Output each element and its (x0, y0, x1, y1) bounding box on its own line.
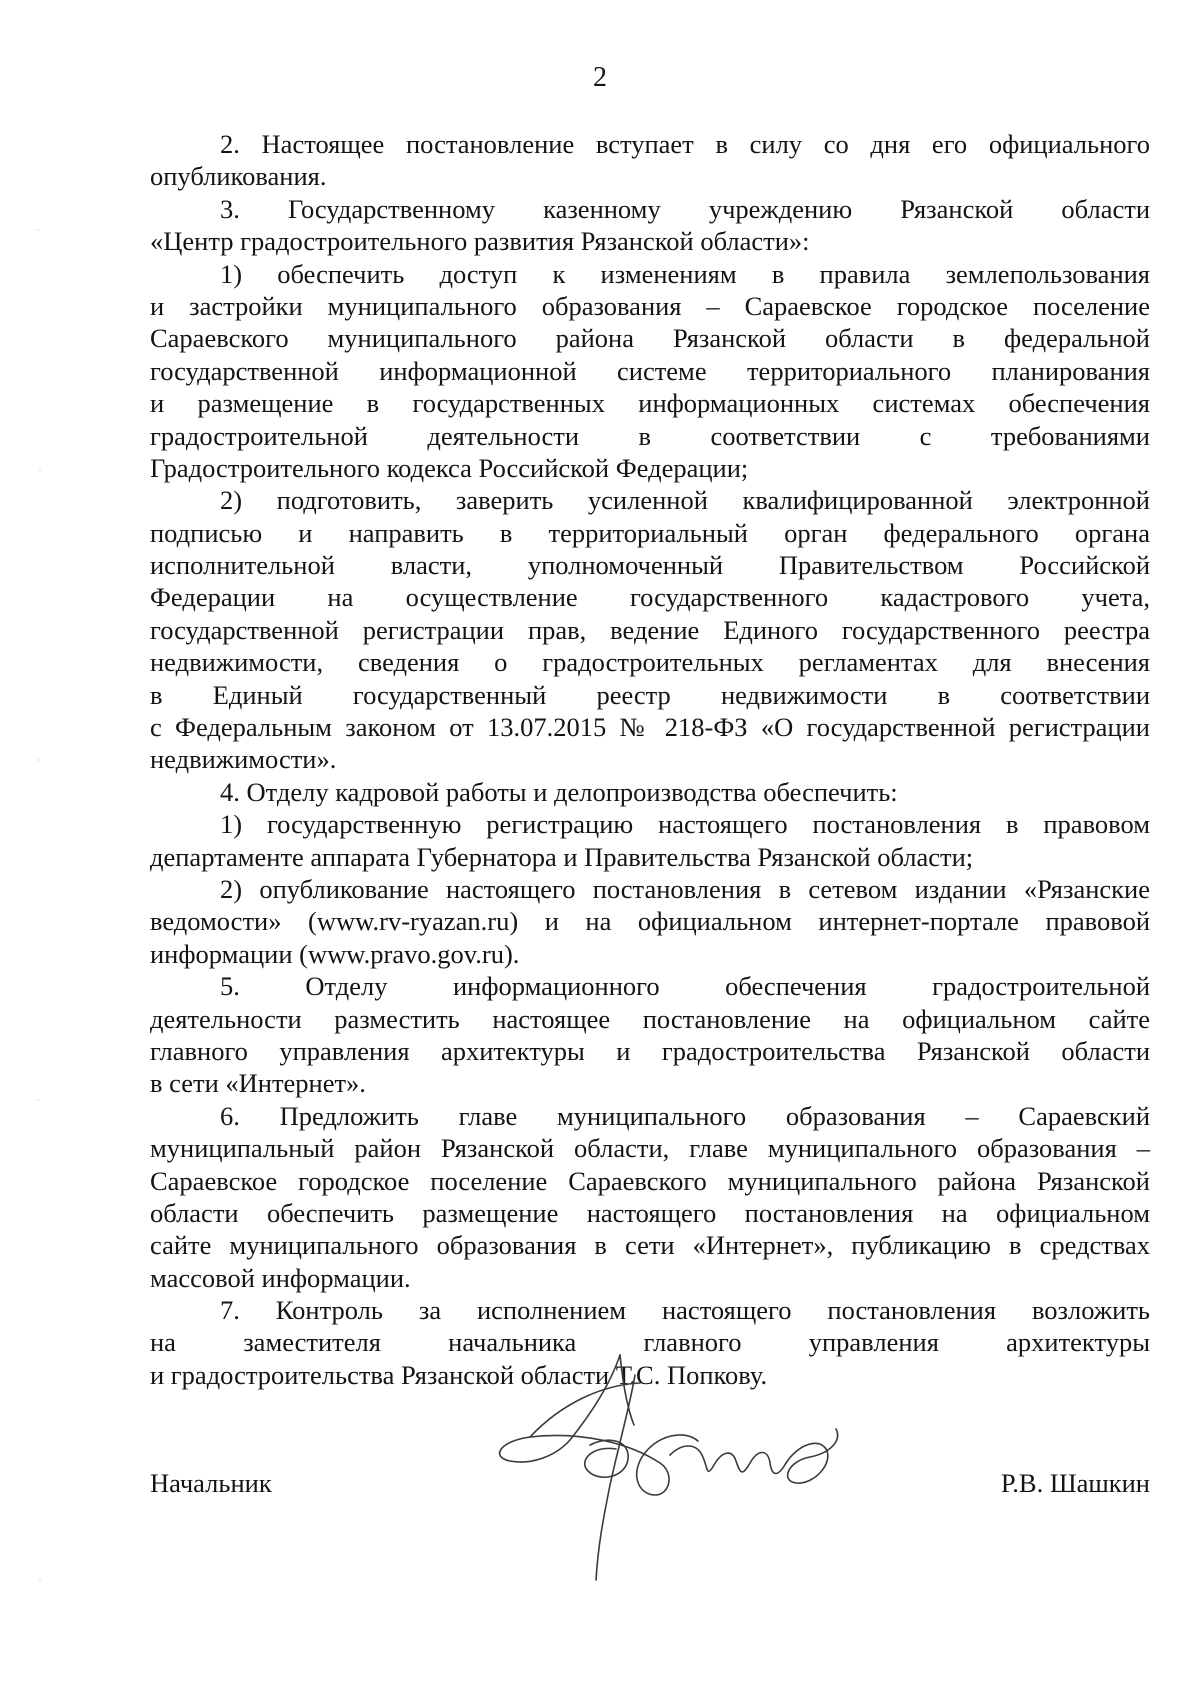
signature-block (150, 1465, 1150, 1501)
text-line: недвижимости, сведения о градостроительных регламентах для внесения (150, 647, 1150, 678)
text-line: информации (www.pravo.gov.ru). (150, 938, 520, 969)
text-line: государственной информационной системе территориального планирования (150, 355, 1150, 386)
text-line: 2) опубликование настоящего постановления в сетевом издании «Рязанские (220, 873, 1150, 904)
text-line: массовой информации. (150, 1262, 411, 1293)
text-line: 1) обеспечить доступ к изменениям в правила землепользования (220, 258, 1150, 289)
text-line: в Единый государственный реестр недвижимости в соответствии (150, 679, 1150, 710)
text-line: градостроительной деятельности в соответствии с требованиями (150, 420, 1150, 451)
text-line: главного управления архитектуры и градостроительства Рязанской области (150, 1035, 1150, 1066)
text-line: на заместителя начальника главного управления архитектуры (150, 1327, 1150, 1358)
text-line: подписью и направить в территориальный орган федерального органа (150, 517, 1150, 548)
signatory-name: Р.В. Шашкин (1000, 1468, 1150, 1498)
text-line: Сараевское городское поселение Сараевского муниципального района Рязанской (150, 1165, 1150, 1196)
text-line: 5. Отделу информационного обеспечения градостроительной (220, 971, 1150, 1002)
text-line: 2) подготовить, заверить усиленной квалифицированной электронной (220, 485, 1150, 516)
text-line: исполнительной власти, уполномоченный Правительством Российской (150, 550, 1150, 581)
text-line: государственной регистрации прав, ведение Единого государственного реестра (150, 614, 1150, 645)
signatory-title: Начальник (150, 1468, 272, 1498)
text-line: муниципальный район Рязанской области, главе муниципального образования – (150, 1133, 1150, 1164)
text-line: Федерации на осуществление государственного кадастрового учета, (150, 582, 1150, 613)
text-line: опубликования. (150, 161, 327, 192)
document-body (150, 128, 1150, 1391)
text-line: недвижимости». (150, 744, 337, 775)
text-line: департаменте аппарата Губернатора и Правительства Рязанской области; (150, 841, 974, 872)
text-line: Сараевского муниципального района Рязанской области в федеральной (150, 323, 1150, 354)
text-line: ведомости» (www.rv-ryazan.ru) и на официальном интернет-портале правовой (150, 906, 1150, 937)
page-number: 2 (593, 62, 607, 93)
text-line: и градостроительства Рязанской области Т.С. Попкову. (150, 1359, 768, 1390)
text-line: области обеспечить размещение настоящего постановления на официальном (150, 1197, 1150, 1228)
text-line: деятельности разместить настоящее постановление на официальном сайте (150, 1003, 1150, 1034)
text-line: 1) государственную регистрацию настоящего постановления в правовом (220, 809, 1150, 840)
text-line: 7. Контроль за исполнением настоящего постановления возложить (220, 1295, 1150, 1326)
text-line: с Федеральным законом от 13.07.2015 № 218-ФЗ «О государственной регистрации (150, 712, 1150, 743)
text-line: в сети «Интернет». (150, 1068, 366, 1099)
text-line: 4. Отделу кадровой работы и делопроизводства обеспечить: (220, 776, 898, 807)
text-line: сайте муниципального образования в сети «Интернет», публикацию в средствах (150, 1230, 1150, 1261)
text-line: 2. Настоящее постановление вступает в силу со дня его официального (220, 129, 1150, 159)
text-line: и застройки муниципального образования – Сараевское городское поселение (150, 290, 1150, 321)
text-line: 6. Предложить главе муниципального образования – Сараевский (220, 1100, 1150, 1131)
scan-margin-dots (30, 0, 50, 1697)
text-line: «Центр градостроительного развития Рязанской области»: (150, 226, 810, 257)
text-line: и размещение в государственных информационных системах обеспечения (150, 388, 1150, 419)
text-line: 3. Государственному казенному учреждению Рязанской области (220, 193, 1150, 224)
text-line: Градостроительного кодекса Российской Федерации; (150, 452, 749, 483)
